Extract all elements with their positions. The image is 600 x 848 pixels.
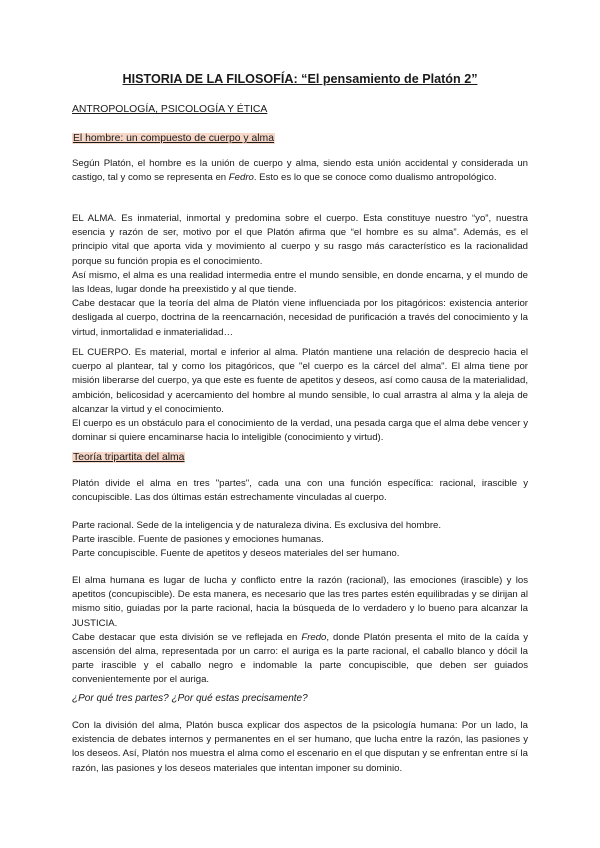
document-title: HISTORIA DE LA FILOSOFÍA: “El pensamiento de Platón 2” <box>122 72 478 86</box>
paragraph-cuerpo <box>72 346 528 445</box>
paragraph-final: Con la división del alma, Platón busca explicar dos aspectos de la psicología humana: Por un lado, la existencia de debates internos y permanentes en el ser humano, que lucha entre la razón, las pasiones y los deseos. Así, Platón nos muestra el alma como el escenario en el que disputan y se enfrentan entre sí la razón, las pasiones y los deseos materiales que intentan imponer su dominio. <box>72 720 528 774</box>
paragraph-tripartita: Platón divide el alma en tres "partes", cada una con una función específica: racional, irascible y concupiscible. Las dos últimas están estrechamente vinculadas al cuerpo. <box>72 478 528 504</box>
parte-racional: Parte racional. Sede de la inteligencia y de naturaleza divina. Es exclusiva del hombre. <box>72 520 442 531</box>
parte-irascible: Parte irascible. Fuente de pasiones y emociones humanas. <box>72 534 324 546</box>
alma-text-2: Así mismo, el alma es una realidad intermedia entre el mundo sensible, en donde encarna, y el mundo de las Ideas, lugar donde ha preexistido y al que tiende. <box>72 269 528 296</box>
alma-text-3: Cabe destacar que la teoría del alma de Platón viene influenciada por los pitagóricos: existencia anterior desligada al cuerpo, doctrina de la reencarnación, necesidad de purificación a través del conocimiento y la virtud, inmortalidad e inmaterialidad… <box>72 298 528 338</box>
paragraph-dualismo-b: . Esto es lo que se conoce como dualismo antropológico. <box>253 172 497 184</box>
paragraph-dualismo <box>72 157 528 185</box>
paragraph-dualismo-italic: Fedro <box>228 172 254 184</box>
paragraph-alma <box>72 212 528 340</box>
fredo-text-b: , donde Platón presenta el mito de la caída y ascensión del alma, representada por un carro: el auriga es la parte racional, el caballo blanco y dócil la parte irascible y el caballo negro e indomable la parte concupiscible, que deben ser guiados convenientemente por el auriga. <box>72 631 528 686</box>
cuerpo-text-1: EL CUERPO. Es material, mortal e inferior al alma. Platón mantiene una relación de desprecio hacia el cuerpo al plantear, tal y como los pitagóricos, que "el cuerpo es la cárcel del alma". El alma tiene por misión liberarse del cuerpo, ya que este es fuente de apetitos y deseos, así como causa de la materialidad, ambición, belicosidad y acercamiento del hombre al mundo sensible, lo cual arrastra al alma y la aleja de alcanzar la virtud y el conocimiento. <box>72 347 528 415</box>
list-partes <box>72 519 528 562</box>
parte-concupiscible: Parte concupiscible. Fuente de apetitos y deseos materiales del ser humano. <box>72 548 400 560</box>
question-heading: ¿Por qué tres partes? ¿Por qué estas precisamente? <box>72 693 308 704</box>
lucha-text: El alma humana es lugar de lucha y conflicto entre la razón (racional), las emociones (irascible) y los apetitos (concupiscible). De esta manera, es necesario que las tres partes estén equilibradas y se dirijan al mismo sitio, guiadas por la parte racional, hacia la búsqueda de lo verdadero y lo bueno para alcanzar la JUSTICIA. <box>72 575 528 629</box>
cuerpo-text-2: El cuerpo es un obstáculo para el conocimiento de la verdad, una pesada carga que el alma debe vencer y dominar si quiere encaminarse hacia lo inteligible (conocimiento y virtud). <box>72 418 528 444</box>
alma-text-1: EL ALMA. Es inmaterial, inmortal y predomina sobre el cuerpo. Esta constituye nuestro “yo”, nuestra esencia y razón de ser, motivo por el que Platón afirma que “el hombre es su alma”. Además, es el principio vital que aporta vida y movimiento al cuerpo y su rasgo más característico es la racionalidad porque su función propia es el conocimiento. <box>72 213 528 267</box>
section-heading: ANTROPOLOGÍA, PSICOLOGÍA Y ÉTICA <box>72 104 268 115</box>
paragraph-dualismo-a: Según Platón, el hombre es la unión de cuerpo y alma, siendo esta unión accidental y considerada un castigo, tal y como se representa en <box>72 158 528 184</box>
fredo-italic: Fredo <box>301 631 327 643</box>
fredo-text-a: Cabe destacar que esta división se ve reflejada en <box>72 631 302 643</box>
paragraph-lucha <box>72 574 528 688</box>
subheading-teoria: Teoría tripartita del alma <box>73 452 185 463</box>
subheading-hombre: El hombre: un compuesto de cuerpo y alma <box>73 133 274 144</box>
